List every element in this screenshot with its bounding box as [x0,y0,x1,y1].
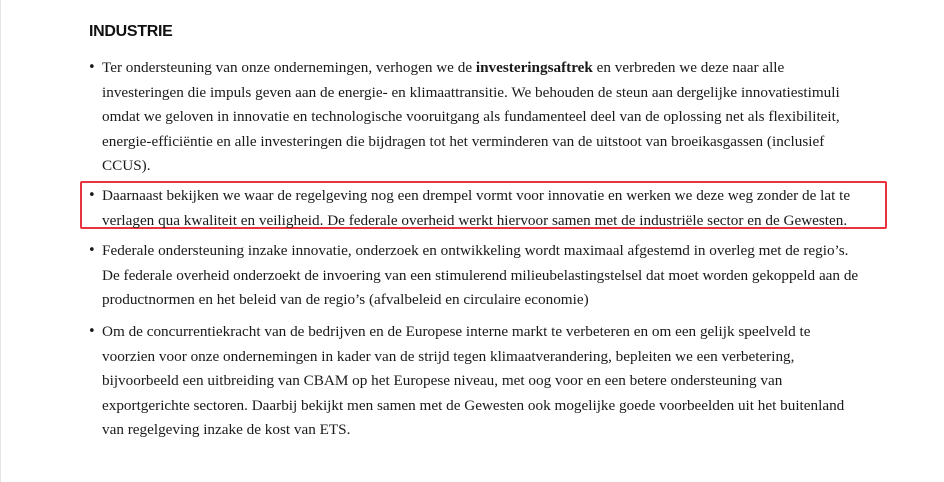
text-line: voorzien voor onze ondernemingen in kader van de strijd tegen klimaatverandering, bepleiten we een verbetering, [102,347,795,365]
text-line: productnormen en het beleid van de regio’s (afvalbeleid en circulaire economie) [102,291,589,308]
text-line: omdat we geloven in innovatie en technologische vooruitgang als fundamenteel deel van de oplossing net als flexibiliteit, [102,108,840,125]
text-line: Om de concurrentiekracht van de bedrijven en de Europese interne markt te verbeteren en om een gelijk speelveld te [102,323,811,340]
text-line: energie-efficiëntie en alle investeringen die bijdragen tot het verminderen van de uitstoot van broeikasgassen (inclusief [102,132,825,150]
text-line: van regelgeving inzake de kost van ETS. [102,421,351,438]
section-heading: INDUSTRIE [89,23,173,40]
text-line: verlagen qua kwaliteit en veiligheid. De federale overheid werkt hiervoor samen met de industriële sector en de Gewesten. [102,211,848,229]
text-line: Daarnaast bekijken we waar de regelgeving nog een drempel vormt voor innovatie en werken we deze weg zonder de lat te [102,187,851,204]
text-line: De federale overheid onderzoekt de invoering van een stimulerend milieubelastingstelsel dat moet worden gekoppeld aan de [102,266,859,284]
bold-term-investeringsaftrek: investeringsaftrek [475,59,593,76]
text-line: bijvoorbeeld een uitbreiding van CBAM op het Europese niveau, met oog voor en een betere ondersteuning van [102,372,783,389]
text-line: investeringen die impuls geven aan de energie- en klimaattransitie. We behouden de steun aan dergelijke innovatiestimuli [102,83,840,101]
bullet-item-regelgeving-highlighted [102,184,902,233]
bullet-item-concurrentiekracht [102,320,902,443]
bullet-marker: • [88,188,96,203]
bullet-marker: • [88,60,96,75]
bullet-item-federale-ondersteuning [102,239,902,313]
text-line: CCUS). [102,157,151,174]
bullet-item-investeringsaftrek [102,56,902,179]
text-line: Ter ondersteuning van onze ondernemingen, verhogen we de investeringsaftrek en verbreden we deze naar alle [102,59,785,76]
page-left-edge [0,0,1,482]
bullet-marker: • [88,324,96,339]
text-line: Federale ondersteuning inzake innovatie, onderzoek en ontwikkeling wordt maximaal afgestemd in overleg met de regio’s. [102,242,849,259]
text-line: exportgerichte sectoren. Daarbij bekijkt men samen met de Gewesten ook mogelijke goede voorbeelden uit het buitenland [102,396,845,414]
bullet-marker: • [88,243,96,258]
